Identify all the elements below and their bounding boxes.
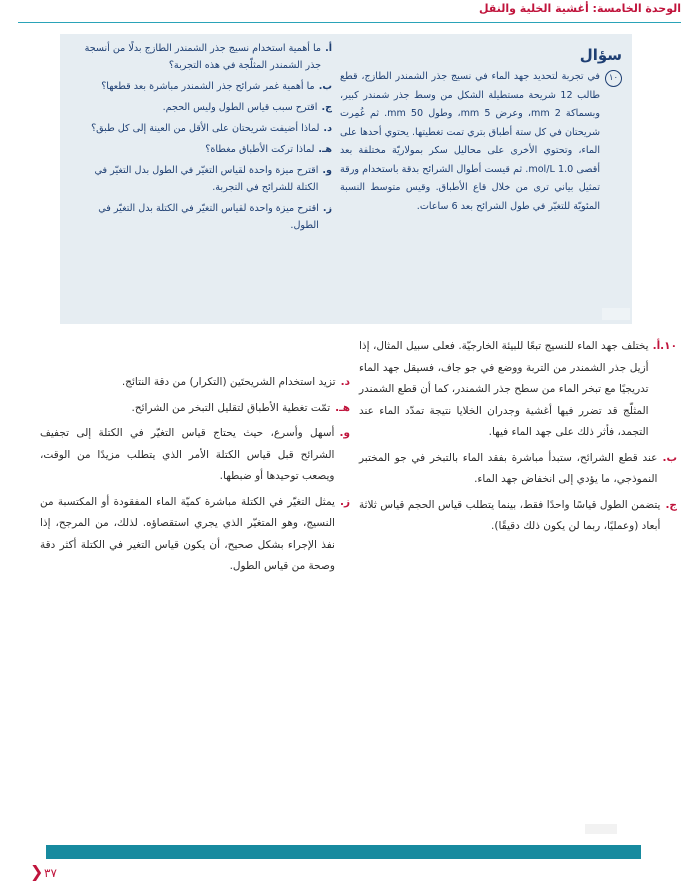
answer-letter: ب.	[662, 451, 677, 464]
watermark-mark	[602, 308, 630, 320]
sub-question	[70, 120, 332, 137]
answer-text: تمّت تغطية الأطباق لتقليل التبخر من الشرائح.	[131, 401, 331, 414]
answer-text: يتضمن الطول قياسًا واحدًا فقط، بينما يتطلب قياس الحجم قياس ثلاثة أبعاد (وعمليًا، ربما لن يكون ذلك دقيقًا).	[359, 498, 661, 532]
answer-item	[40, 423, 350, 488]
question-number-badge: ١٠	[605, 70, 622, 87]
answer-item	[40, 492, 350, 578]
answer-number: ١٠.	[660, 340, 677, 352]
answer-text: عند قطع الشرائح، ستبدأ مباشرة بفقد الماء بالتبخر في جو المختبر النموذجي، ما يؤدي إلى انخفاض جهد الماء.	[359, 451, 658, 485]
page-number: ٣٧	[44, 866, 57, 880]
sub-question-text: اقترح ميزة واحدة لقياس التغيّر في الكتلة بدل التغيّر في الطول.	[98, 203, 319, 231]
footer-bar	[46, 845, 641, 859]
sub-question-text: اقترح سبب قياس الطول وليس الحجم.	[162, 102, 318, 113]
answer-letter: ز.	[339, 495, 350, 508]
sub-questions	[70, 40, 332, 238]
answer-letter: أ.	[652, 340, 661, 352]
answer-letter: هـ.	[335, 401, 350, 414]
sub-question-letter: أ.	[325, 43, 332, 54]
chevron-left-icon[interactable]: ❮	[30, 862, 44, 881]
sub-question	[70, 162, 332, 196]
unit-header: الوحدة الخامسة: أغشية الخلية والنقل	[478, 2, 681, 15]
answer-letter: ج.	[665, 498, 677, 511]
question-box	[60, 34, 632, 324]
answer-item	[359, 336, 677, 444]
answer-text: يمثل التغيّر في الكتلة مباشرة كميّة الماء المفقودة أو المكتسبة من النسيج، وهو المتغيّر الذي يجري استقصاؤه. لذلك، من المرجح، إذا نفذ الإجراء بشكل صحيح، أن يكون قياس التغير في الكتلة أكثر دقة وصحة من قياس الطول.	[40, 495, 335, 572]
answer-letter: و.	[339, 427, 350, 439]
answer-letter: د.	[340, 376, 350, 388]
sub-question	[70, 141, 332, 158]
sub-question-text: اقترح ميزة واحدة لقياس التغيّر في الطول بدل التغيّر في الكتلة للشرائح في التجربة.	[94, 165, 319, 193]
answers-left-column	[40, 372, 350, 582]
question-text: في تجربة لتحديد جهد الماء في نسيج جذر الشمندر الطازج، قطع طالب 12 شريحة مستطيلة الشكل من وسط جذر شمندر كبير، وبسماكة 2 mm، وعرض 5 mm، وطول 50 mm. ثم غُمِرت شريحتان في كل ستة أطباق بتري تمت تغطيتها. يحتوي أحدها على الماء، وتحتوي الأخرى على محاليل سكر بمولاريّة مختلفة بعد أقصى 1.0 mol/L. ثم قيست أطوال الشرائح بدقة باستخدام ورقة تمثيل بياني ترى من خلال قاع الأطباق. وقيس متوسط النسبة المئويّة للتغيّر في طول الشرائح بعد 6 ساعات.	[340, 71, 601, 212]
answer-item	[359, 495, 677, 538]
sub-question-text: لماذا أضيفت شريحتان على الأقل من العينة إلى كل طبق؟	[91, 123, 320, 134]
sub-question-letter: د.	[323, 123, 332, 134]
answer-item	[40, 372, 350, 394]
question-title: سؤال	[579, 46, 622, 64]
answer-item	[40, 398, 350, 420]
header-divider	[18, 22, 681, 23]
sub-question	[70, 99, 332, 116]
answer-text: تزيد استخدام الشريحتَين (التكرار) من دقة النتائج.	[121, 376, 336, 388]
sub-question-text: ما أهمية غمر شرائح جذر الشمندر مباشرة بعد قطعها؟	[101, 81, 315, 92]
answer-text: أسهل وأسرع، حيث يحتاج قياس التغيّر في الكتلة إلى تجفيف الشرائح قبل قياس الكتلة الأمر الذي يتطلب مزيدًا من الوقت، ويصعب توحيدها أو ضبطها.	[40, 427, 335, 482]
footer-mark	[585, 824, 617, 834]
sub-question-text: لماذا تركت الأطباق مغطاة؟	[205, 144, 315, 155]
sub-question	[70, 78, 332, 95]
question-main	[340, 40, 622, 216]
sub-question-letter: ز.	[322, 203, 332, 214]
question-10	[340, 68, 622, 216]
sub-question-letter: ب.	[318, 81, 332, 92]
answer-item	[359, 448, 677, 491]
answers-right-column	[359, 336, 677, 542]
sub-question-letter: ج.	[321, 102, 332, 113]
sub-question-letter: و.	[322, 165, 332, 176]
answer-text: يختلف جهد الماء للنسيج تبعًا للبيئة الخارجيّة. فعلى سبيل المثال، إذا أزيل جذر الشمندر من التربة ووضع في جو جاف، فسيقل جهد الماء تدريجيًا مع تبخر الماء من سطح جذر الشمندر، كما أن قطع الشمندر المثلّج قد تضرر فيها أغشية وجدران الخلايا نتيجة تمدّد الماء عند التجمد، فأثر ذلك على جهد الماء فيها.	[359, 340, 649, 438]
sub-question-letter: هـ.	[318, 144, 332, 155]
sub-question	[70, 200, 332, 234]
sub-question-text: ما أهمية استخدام نسيج جذر الشمندر الطازج بدلًا من أنسجة جذر الشمندر المثلّجة في هذه التجربة؟	[84, 43, 322, 71]
sub-question	[70, 40, 332, 74]
